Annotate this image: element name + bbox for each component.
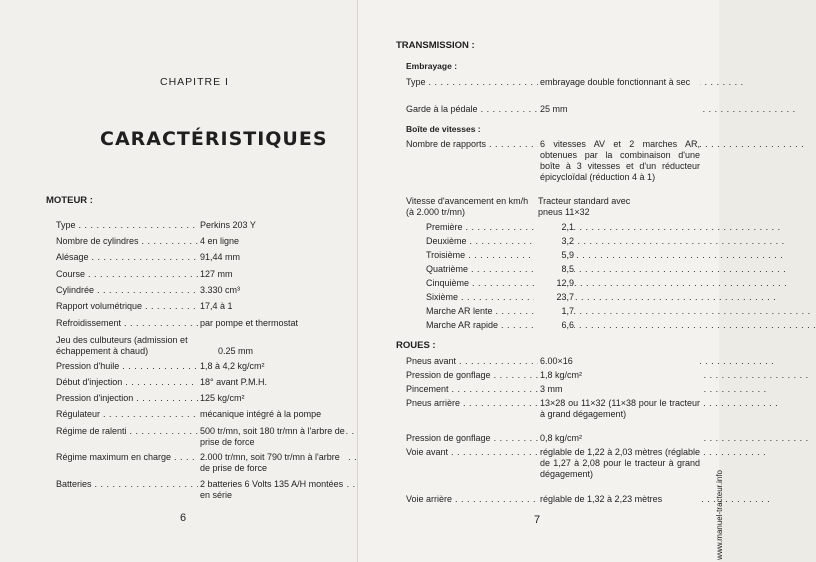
section-moteur: MOTEUR : — [46, 195, 93, 206]
left-page: CHAPITRE I CARACTÉRISTIQUES MOTEUR : Type . . . Perkins 203 Y Nombre de cylindres . . . 4 en ligne Alésage . . . 91,44 mm Course . . . 127 mm Cylindrée . . . 3.330 cm³ Rapport volumétrique . . . 17,4 à 1 Refroidissement . . . par pompe et thermostat Jeu des culbuteurs (admission et échappement à chaud) 0.25 mm Pression d'huile . . . 1,8 à 4,2 kg/cm² Début d'injection . . . 18° avant P.M.H. Pression d'injection . . . 125 kg/cm² Régulateur . . . mécanique intégré à la pompe Régime de ralenti . . . 500 tr/mn, soit 180 tr/mn à l'arbre de prise de force Régime maximum en charge . . . 2.000 tr/mn, soit 790 tr/mn à l'arbre de prise de force Batteries . . . 2 batteries 6 Volts 135 A/H montées en série 6 — [0, 0, 358, 562]
page-title: CARACTÉRISTIQUES — [100, 128, 328, 150]
chapter-heading: CHAPITRE I — [160, 76, 229, 88]
right-page: TRANSMISSION : Embrayage : Type . . . embrayage double fonctionnant à sec Garde à la pédale . . . 25 mm Boîte de vitesses : Nombre de rapports . . . 6 vitesses AV et 2 marches AR, obtenues par la combinaison d'une boîte à 3 vitesses et d'un réducteur épicycloïdal (réduction 4 à 1) Vitesse d'avancement en km/h (à 2.000 tr/mn) Tracteur standard avec pneus 11×32 Première . . . 2,1 Deuxième . . . 3,2 Troisième . . . 5,9 Quatrième . . . 8,5 Cinquième . . . 12,9 Sixième . . . 23,7 Marche AR lente . . . 1,7 Marche AR rapide . . . 6,6 ROUES : Pneus avant . . . 6.00×16 Pression de gonflage . . . 1,8 kg/cm² Pincement . . . 3 mm Pneus arrière . . . 13×28 ou 11×32 (11×38 pour le tracteur à grand dégagement) Pression de gonflage . . . 0,8 kg/cm² Voie avant . . . réglable de 1,22 à 2,03 mètres (réglable de 1,27 à 2,08 pour le tracteur à grand dégagement) Voie arrière . . . réglable de 1,32 à 2,23 mètres 7 www.manuel-tracteur.info — [358, 0, 719, 562]
subsection-embrayage: Embrayage : — [406, 61, 458, 71]
section-transmission: TRANSMISSION : — [396, 40, 475, 51]
section-roues: ROUES : — [396, 340, 436, 351]
page-number: 6 — [180, 512, 187, 524]
subsection-boite: Boîte de vitesses : — [406, 124, 481, 134]
page-number: 7 — [534, 514, 541, 526]
watermark-text: www.manuel-tracteur.info — [715, 470, 724, 560]
